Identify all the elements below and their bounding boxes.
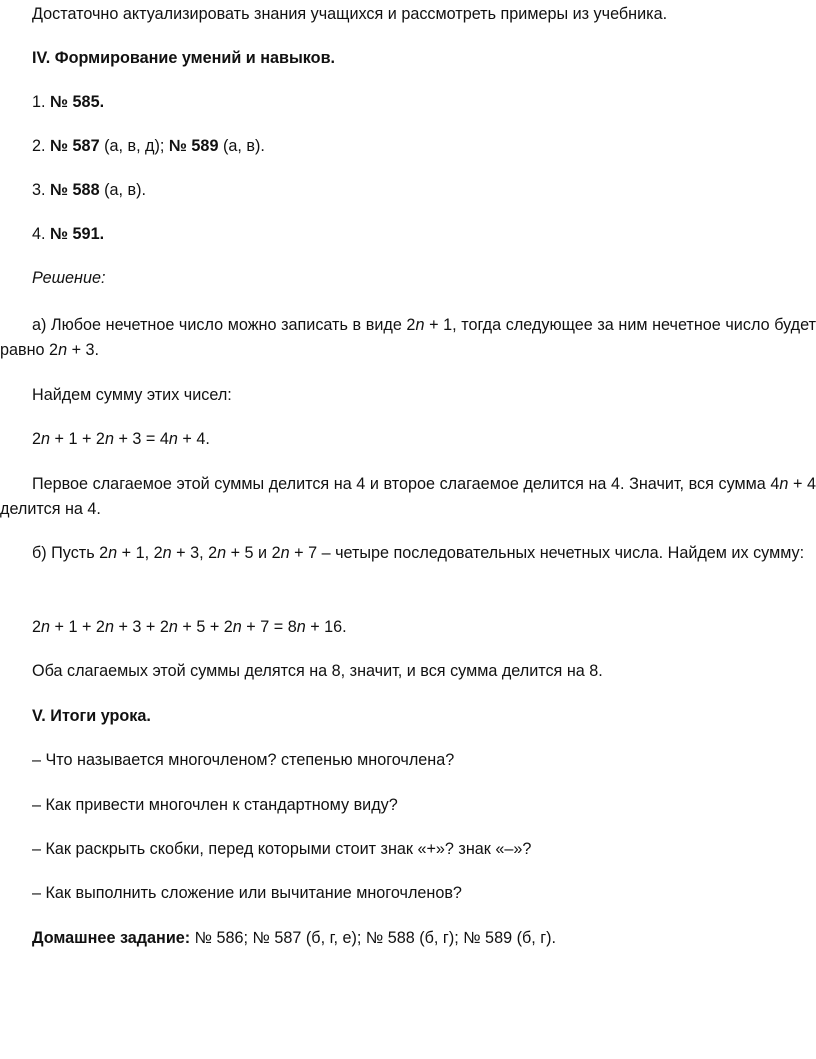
find-sum-text: Найдем сумму этих чисел: (32, 386, 232, 404)
question-1: – Что называется многочленом? степенью многочлена? (32, 751, 455, 769)
question-4: – Как выполнить сложение или вычитание многочленов? (32, 884, 462, 902)
solution-part-a: а) Любое нечетное число можно записать в виде 2n + 1, тогда следующее за ним нечетное число будет равно 2n + 3. (0, 316, 816, 359)
homework-text: № 586; № 587 (б, г, е); № 588 (б, г); № 589 (б, г). (190, 929, 557, 947)
question-2: – Как привести многочлен к стандартному виду? (32, 796, 398, 814)
divisibility-text: Первое слагаемое этой суммы делится на 4 и второе слагаемое делится на 4. Значит, вся сумма 4n + 4 делится на 4. (0, 475, 816, 518)
task-item-2: 2. № 587 (а, в, д); № 589 (а, в). (32, 137, 265, 155)
question-3: – Как раскрыть скобки, перед которыми стоит знак «+»? знак «–»? (32, 840, 532, 858)
homework (32, 928, 556, 948)
task-item-4: 4. № 591. (32, 225, 105, 243)
equation-2: 2n + 1 + 2n + 3 + 2n + 5 + 2n + 7 = 8n + 16. (32, 618, 347, 636)
homework-label: Домашнее задание: (32, 929, 191, 947)
section-heading-4: IV. Формирование умений и навыков. (32, 49, 336, 67)
task-item-1: 1. № 585. (32, 93, 105, 111)
both-terms-text: Оба слагаемых этой суммы делятся на 8, значит, и вся сумма делится на 8. (32, 662, 603, 680)
solution-part-b: б) Пусть 2n + 1, 2n + 3, 2n + 5 и 2n + 7 – четыре последовательных нечетных числа. Найдем их сумму: (32, 544, 805, 562)
section-heading-5: V. Итоги урока. (32, 707, 151, 725)
solution-label: Решение: (32, 269, 106, 287)
intro-text: Достаточно актуализировать знания учащихся и рассмотреть примеры из учебника. (32, 5, 668, 23)
task-item-3: 3. № 588 (а, в). (32, 181, 146, 199)
equation-1: 2n + 1 + 2n + 3 = 4n + 4. (32, 430, 210, 448)
